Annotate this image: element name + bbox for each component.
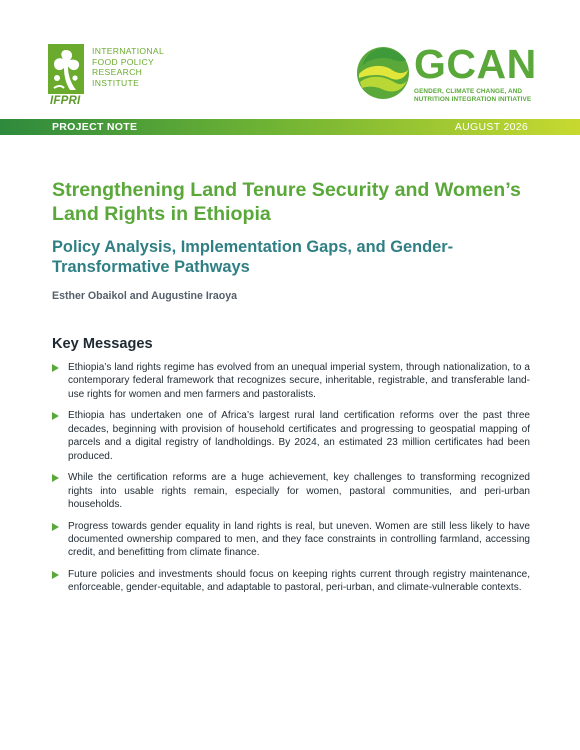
- triangle-bullet-icon: [52, 364, 59, 372]
- key-message-text: Ethiopia has undertaken one of Africa’s largest rural land certification reforms over the past three decades, beginning with provision of household certificates and progressing to geospatial mapping of parcels and a digital registry of landholdings. By 2024, an estimated 23 million certificates had been produced.: [68, 410, 530, 462]
- ifpri-figure-logo-icon: [48, 44, 88, 96]
- ifpri-name-line: FOOD POLICY: [92, 56, 155, 67]
- band-date: AUGUST 2026: [454, 121, 528, 133]
- triangle-bullet-icon: [52, 412, 59, 420]
- triangle-bullet-icon: [52, 474, 59, 482]
- ifpri-name-line: INTERNATIONAL: [92, 46, 165, 56]
- key-message-text: Future policies and investments should focus on keeping rights current through registry maintenance, enforceable, gender-equitable, and adaptable to pastoral, peri-urban, and climate-vulnerable contexts.: [68, 569, 530, 594]
- key-message-item: [52, 520, 530, 560]
- gcan-tagline-line: NUTRITION INTEGRATION INITIATIVE: [414, 95, 532, 103]
- key-message-text: Ethiopia’s land rights regime has evolved from an unequal imperial system, through nationalization, to a contemporary federal framework that recognizes secure, inheritable, registrable, and transferable land-use rights for women and men farmers and pastoralists.: [68, 362, 530, 400]
- key-message-item: [52, 409, 530, 463]
- triangle-bullet-icon: [52, 523, 59, 531]
- key-messages-heading: Key Messages: [52, 336, 153, 352]
- key-message-text: While the certification reforms are a huge achievement, key challenges to transforming recognized rights into usable rights remain, especially for women, pastoral communities, and peri-urban households.: [68, 472, 530, 511]
- gcan-tagline: [414, 88, 531, 104]
- page-header: [0, 0, 580, 118]
- project-note-band: [0, 119, 580, 135]
- ifpri-name-line: INSTITUTE: [92, 77, 140, 88]
- document-title: Strengthening Land Tenure Security and Women’s Land Rights in Ethiopia: [52, 179, 521, 225]
- document-authors: Esther Obaikol and Augustine Iraoya: [52, 290, 238, 302]
- key-messages-list: [52, 361, 530, 603]
- ifpri-name-line: RESEARCH: [92, 67, 143, 78]
- gcan-tagline-line: GENDER, CLIMATE CHANGE, AND: [414, 88, 523, 95]
- ifpri-name: [92, 46, 192, 88]
- key-message-item: [52, 471, 530, 511]
- band-label: PROJECT NOTE: [52, 121, 138, 133]
- triangle-bullet-icon: [52, 571, 59, 579]
- gcan-wordmark: GCAN: [414, 41, 537, 87]
- ifpri-logo: [48, 44, 188, 108]
- key-message-text: Progress towards gender equality in land rights is real, but uneven. Women are still less likely to have documented ownership compared to men, and they face constraints in controlling farmland, accessing credit, and benefitting from climate finance.: [68, 520, 530, 559]
- ifpri-abbreviation: IFPRI: [50, 95, 81, 107]
- key-message-item: [52, 568, 530, 595]
- document-subtitle: Policy Analysis, Implementation Gaps, and Gender-Transformative Pathways: [52, 238, 454, 276]
- key-message-item: [52, 361, 530, 401]
- gcan-swirl-logo-icon: [354, 44, 412, 102]
- gcan-logo: [354, 41, 544, 108]
